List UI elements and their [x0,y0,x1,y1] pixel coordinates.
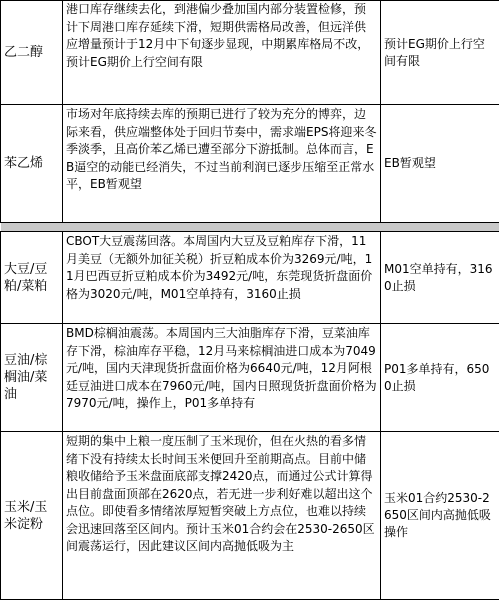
trading-view: 玉米01合约2530-2650区间内高抛低吸操作 [381,432,499,600]
trading-view: EB暂观望 [381,105,499,223]
commodity-name: 乙二醇 [1,1,63,105]
commodity-name: 豆油/棕榈油/菜油 [1,324,63,432]
table-row-edible-oils [1,324,499,432]
separator-cell [63,223,381,232]
separator-cell [381,223,499,232]
commodity-name: 玉米/玉米淀粉 [1,432,63,600]
market-analysis: 市场对年底持续去库的预期已进行了较为充分的博弈，边际来看，供应端整体处于回归节奏中，需求端EPS将迎来冬季淡季，且高价苯乙烯已遭至部分下游抵制。总体而言，EB逼空的动能已经消失，不过当前利润已逐步压缩至正常水平，EB暂观望 [63,105,381,223]
separator-cell [1,223,63,232]
trading-view: 预计EG期价上行空间有限 [381,1,499,105]
commodity-name: 苯乙烯 [1,105,63,223]
table-row-styrene [1,105,499,223]
market-analysis: 短期的集中上粮一度压制了玉米现价，但在火热的看多情绪下没有持续太长时间玉米便回升至前期高点。目前中储粮收储给予玉米盘面底部支撑2420点，而通过公式计算得出目前盘面顶部在2620点，若无进一步利好难以超出这个点位。即使看多情绪浓厚短暂突破上方点位，也难以持续会迅速回落至区间内。预计玉米01合约会在2530-2650区间震荡运行，因此建议区间内高抛低吸为主 [63,432,381,600]
section-separator [1,223,499,232]
market-analysis: CBOT大豆震荡回落。本周国内大豆及豆粕库存下滑，11月美豆（无额外加征关税）折豆粕成本价为3269元/吨，11月巴西豆折豆粕成本价为3492元/吨，东莞现货折盘面价格为3020元/吨，M01空单持有，3160止损 [63,232,381,324]
market-analysis: 港口库存继续去化，到港偏少叠加国内部分装置检修，预计下周港口库存延续下滑，短期供需格局改善，但远洋供应增量预计于12月中下旬逐步显现，中期累库格局不改，预计EG期价上行空间有限 [63,1,381,105]
table-row-soybean-meal [1,232,499,324]
trading-view: P01多单持有，6500止损 [381,324,499,432]
market-analysis: BMD棕榈油震荡。本周国内三大油脂库存下滑，豆菜油库存下滑，棕油库存平稳，12月马来棕榈油进口成本为7049元/吨，国内天津现货折盘面价格为6640元/吨，12月阿根廷豆油进口成本在7960元/吨，国内日照现货折盘面价格为7970元/吨，操作上，P01多单持有 [63,324,381,432]
commodity-name: 大豆/豆粕/菜粕 [1,232,63,324]
trading-view: M01空单持有，3160止损 [381,232,499,324]
table-row-ethylene-glycol [1,1,499,105]
table-row-corn [1,432,499,600]
